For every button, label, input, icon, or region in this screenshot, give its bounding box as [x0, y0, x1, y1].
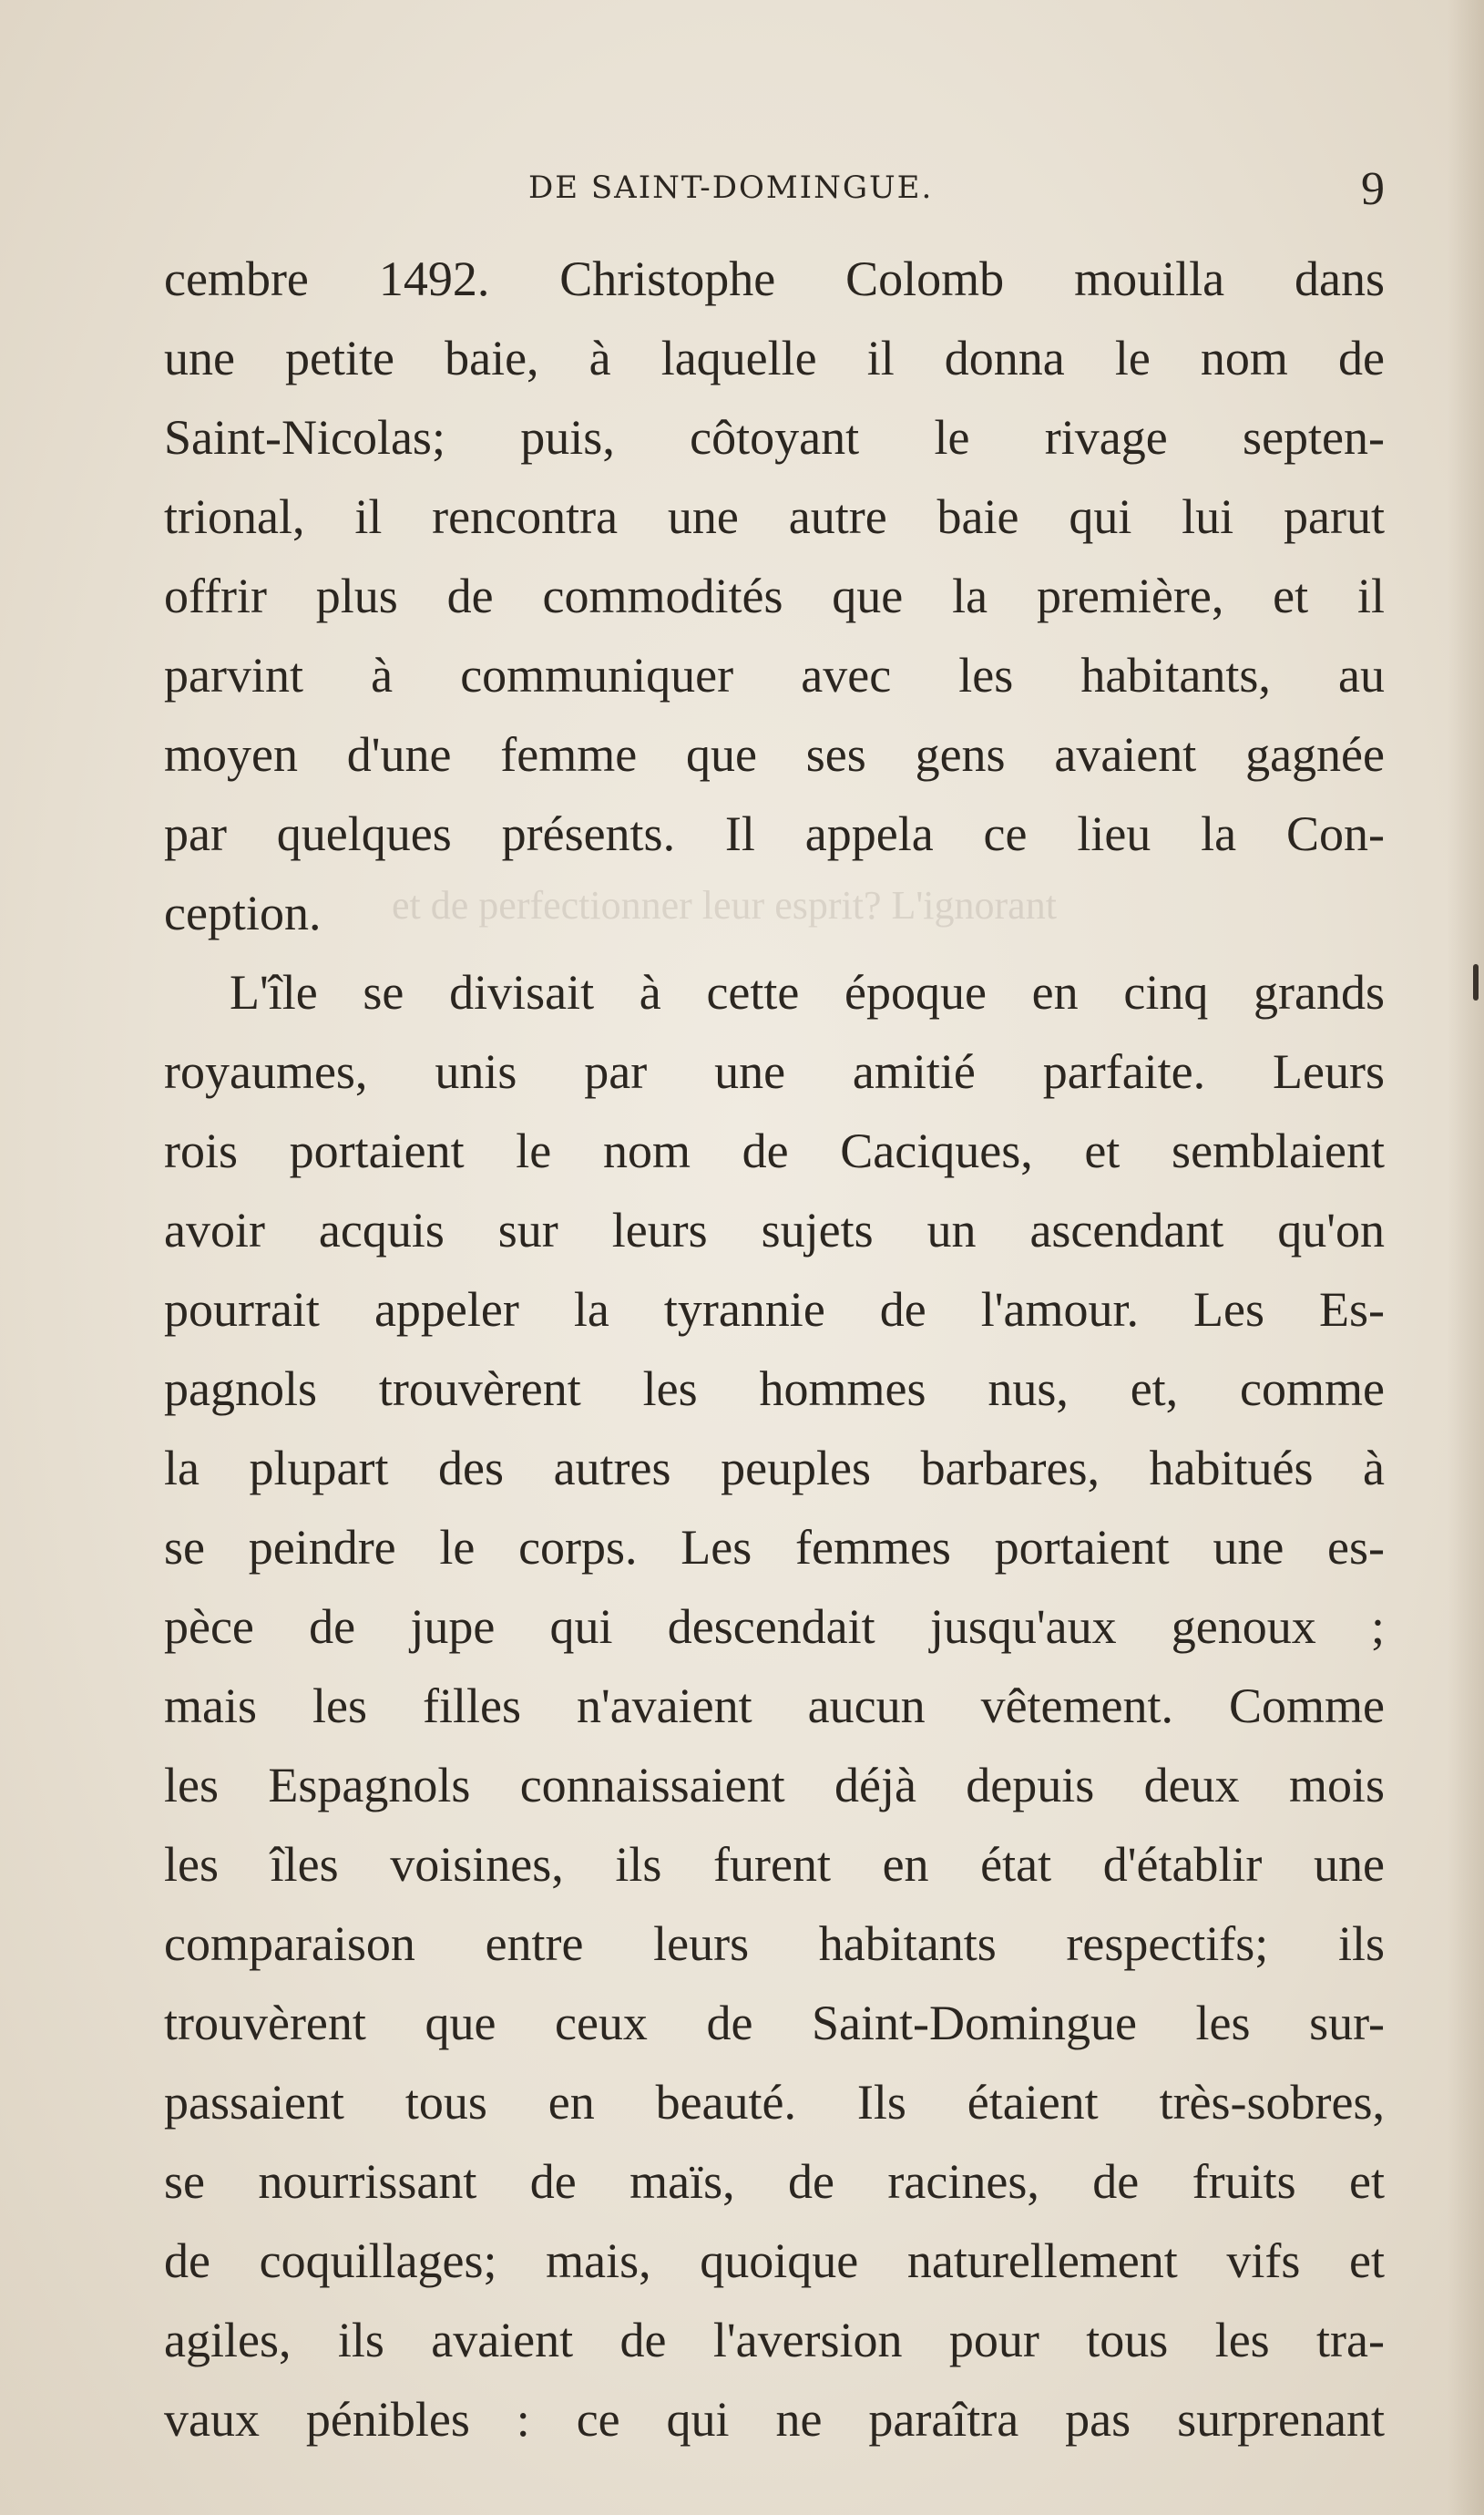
text-line: rois portaient le nom de Caciques, et semblaient [164, 1124, 1385, 1178]
text-line: de coquillages; mais, quoique naturellement vifs et [164, 2233, 1385, 2288]
text-line: agiles, ils avaient de l'aversion pour tous les tra- [164, 2313, 1385, 2367]
text-line: se peindre le corps. Les femmes portaient une es- [164, 1520, 1385, 1575]
page-number: 9 [1361, 163, 1385, 215]
show-through-text: et de perfectionner leur esprit? L'ignorant [392, 883, 1057, 928]
text-line: pagnols trouvèrent les hommes nus, et, comme [164, 1361, 1385, 1416]
text-line: les îles voisines, ils furent en état d'établir une [164, 1837, 1385, 1892]
text-line: Saint-Nicolas; puis, côtoyant le rivage septen- [164, 410, 1385, 465]
text-line: parvint à communiquer avec les habitants, au [164, 648, 1385, 703]
text-line: par quelques présents. Il appela ce lieu la Con- [164, 806, 1385, 861]
text-line: pèce de jupe qui descendait jusqu'aux genoux ; [164, 1599, 1385, 1654]
text-line: pourrait appeler la tyrannie de l'amour. Les Es- [164, 1282, 1385, 1337]
text-line: se nourrissant de maïs, de racines, de fruits et [164, 2154, 1385, 2209]
page-edge-shadow [1448, 0, 1484, 2515]
text-line: mais les filles n'avaient aucun vêtement. Comme [164, 1678, 1385, 1733]
text-line: ception. [164, 886, 322, 940]
text-line: offrir plus de commodités que la première, et il [164, 569, 1385, 623]
paragraph-first-line: L'île se divisait à cette époque en cinq grands [230, 965, 1385, 1020]
page-header [164, 162, 1385, 226]
running-head: DE SAINT-DOMINGUE. [528, 169, 934, 206]
text-line: trouvèrent que ceux de Saint-Domingue les sur- [164, 1996, 1385, 2050]
text-line: cembre 1492. Christophe Colomb mouilla dans [164, 252, 1385, 306]
text-line: moyen d'une femme que ses gens avaient gagnée [164, 727, 1385, 782]
text-line: une petite baie, à laquelle il donna le nom de [164, 331, 1385, 385]
text-line: vaux pénibles : ce qui ne paraîtra pas surprenant [164, 2392, 1385, 2447]
text-line: comparaison entre leurs habitants respectifs; ils [164, 1916, 1385, 1971]
text-line: la plupart des autres peuples barbares, habitués à [164, 1441, 1385, 1495]
text-line: les Espagnols connaissaient déjà depuis deux mois [164, 1758, 1385, 1812]
text-line: royaumes, unis par une amitié parfaite. Leurs [164, 1044, 1385, 1099]
body-text [164, 240, 1385, 2459]
text-line: trional, il rencontra une autre baie qui lui parut [164, 489, 1385, 544]
binding-mark [1473, 964, 1479, 1001]
text-line: passaient tous en beauté. Ils étaient très-sobres, [164, 2075, 1385, 2130]
text-line: avoir acquis sur leurs sujets un ascendant qu'on [164, 1203, 1385, 1258]
